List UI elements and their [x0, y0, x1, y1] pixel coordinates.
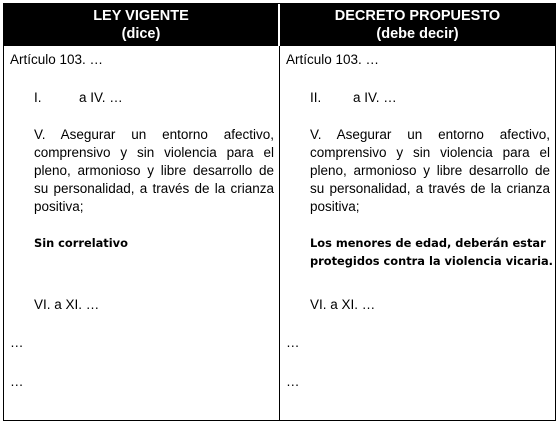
- header-ley-vigente: [4, 4, 280, 46]
- right-article-heading: Artículo 103. …: [286, 52, 380, 67]
- header-left-title: LEY VIGENTE: [93, 8, 189, 24]
- right-fraction-vi-xi: VI. a XI. …: [310, 297, 376, 312]
- left-article-heading: Artículo 103. …: [10, 52, 104, 67]
- header-right-title: DECRETO PROPUESTO: [334, 8, 501, 24]
- column-decreto-propuesto: [280, 46, 555, 420]
- left-range-start: I.: [34, 90, 42, 105]
- right-ellipsis-2: …: [286, 374, 300, 389]
- left-range-end: a IV. …: [79, 90, 123, 105]
- comparison-table: [3, 3, 556, 421]
- right-fraction-v: V. Asegurar un entorno afectivo, comprensivo y sin violencia para el pleno, armonioso y libre desarrollo de su personalidad, a través de la crianza positiva;: [310, 127, 550, 214]
- header-left-subtitle: (dice): [121, 26, 161, 42]
- right-ellipsis-1: …: [286, 335, 300, 350]
- left-ellipsis-1: …: [10, 335, 24, 350]
- column-ley-vigente: [4, 46, 280, 420]
- left-fraction-vi-xi: VI. a XI. …: [34, 297, 100, 312]
- left-fraction-v: V. Asegurar un entorno afectivo, comprensivo y sin violencia para el pleno, armonioso y libre desarrollo de su personalidad, a través de la crianza positiva;: [34, 127, 274, 214]
- table-body-row: [4, 46, 555, 420]
- header-right-subtitle: (debe decir): [376, 26, 459, 42]
- right-new-text: Los menores de edad, deberán estar protegidos contra la violencia vicaria.: [310, 236, 554, 268]
- table-header-row: [4, 4, 555, 46]
- left-ellipsis-2: …: [10, 374, 24, 389]
- left-new-text: Sin correlativo: [34, 236, 128, 250]
- right-range-end: a IV. …: [353, 90, 397, 105]
- right-range-start: II.: [310, 90, 322, 105]
- header-decreto-propuesto: [280, 4, 555, 46]
